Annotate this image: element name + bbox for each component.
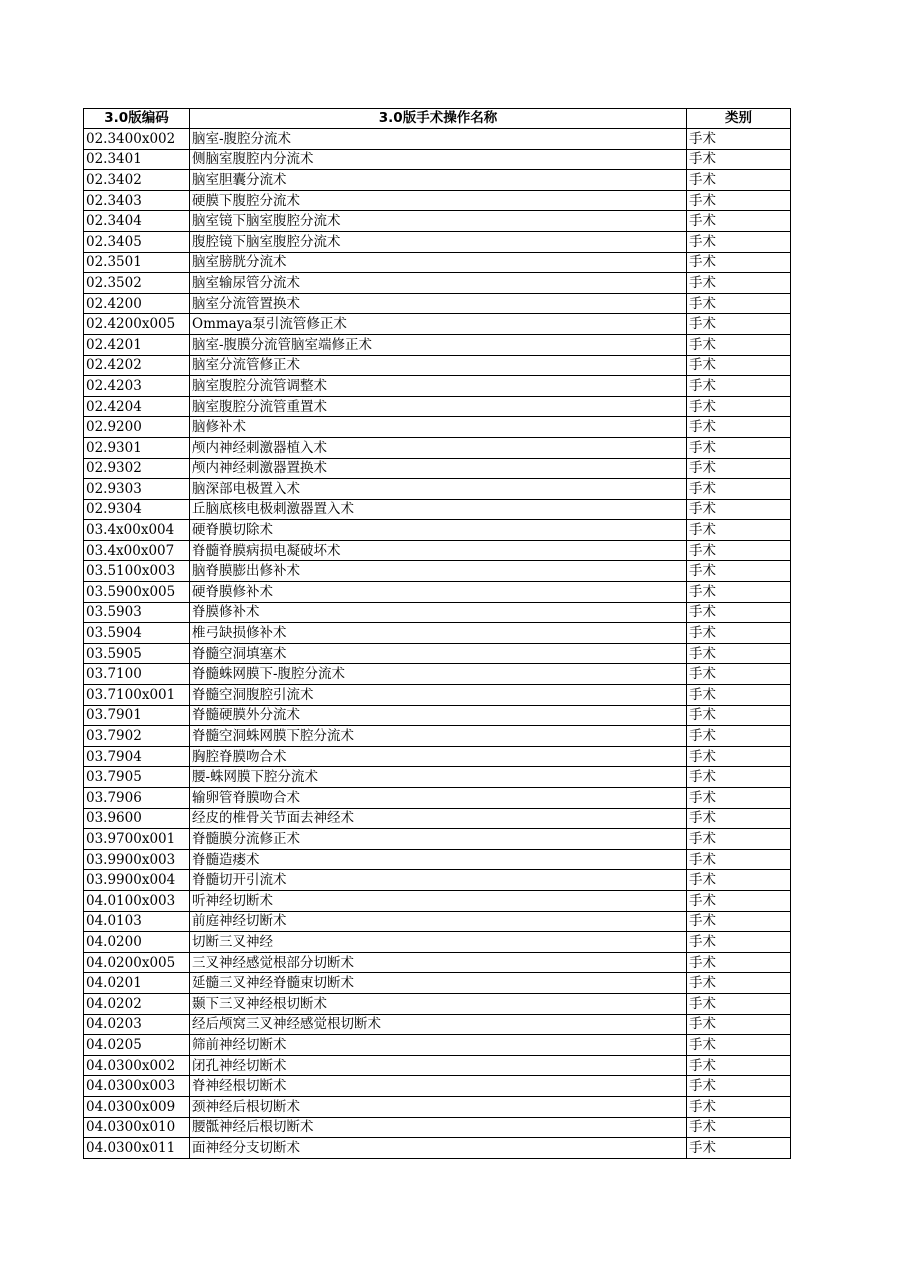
cell-procedure-name: 颅内神经刺激器植入术 (190, 437, 687, 458)
cell-procedure-name: 侧脑室腹腔内分流术 (190, 149, 687, 170)
cell-code: 02.4200x005 (84, 314, 190, 335)
cell-category: 手术 (687, 582, 791, 603)
header-category: 类别 (687, 109, 791, 129)
cell-category: 手术 (687, 1117, 791, 1138)
cell-procedure-name: 颈神经后根切断术 (190, 1096, 687, 1117)
cell-procedure-name: 闭孔神经切断术 (190, 1055, 687, 1076)
cell-code: 03.4x00x007 (84, 540, 190, 561)
table-row (84, 993, 791, 1014)
table-row (84, 129, 791, 150)
cell-procedure-name: 胸腔脊膜吻合术 (190, 746, 687, 767)
table-row (84, 293, 791, 314)
cell-procedure-name: 脑室分流管修正术 (190, 355, 687, 376)
cell-category: 手术 (687, 1035, 791, 1056)
cell-code: 03.7904 (84, 746, 190, 767)
table-row (84, 190, 791, 211)
cell-category: 手术 (687, 314, 791, 335)
cell-code: 03.5900x005 (84, 582, 190, 603)
cell-category: 手术 (687, 376, 791, 397)
cell-code: 04.0205 (84, 1035, 190, 1056)
cell-code: 04.0201 (84, 973, 190, 994)
cell-code: 04.0300x003 (84, 1076, 190, 1097)
cell-procedure-name: 脑脊膜膨出修补术 (190, 561, 687, 582)
table-row (84, 1138, 791, 1159)
cell-category: 手术 (687, 1055, 791, 1076)
cell-code: 04.0200x005 (84, 952, 190, 973)
cell-code: 04.0300x009 (84, 1096, 190, 1117)
table-row (84, 664, 791, 685)
cell-code: 02.3501 (84, 252, 190, 273)
table-row (84, 540, 791, 561)
cell-category: 手术 (687, 952, 791, 973)
cell-code: 02.4202 (84, 355, 190, 376)
cell-code: 02.4203 (84, 376, 190, 397)
cell-code: 02.9303 (84, 479, 190, 500)
table-row (84, 1014, 791, 1035)
cell-code: 03.9900x004 (84, 870, 190, 891)
cell-procedure-name: 听神经切断术 (190, 890, 687, 911)
cell-category: 手术 (687, 561, 791, 582)
cell-code: 04.0202 (84, 993, 190, 1014)
cell-procedure-name: 脑室胆囊分流术 (190, 170, 687, 191)
cell-procedure-name: 脊髓硬膜外分流术 (190, 705, 687, 726)
cell-code: 02.9302 (84, 458, 190, 479)
cell-procedure-name: 前庭神经切断术 (190, 911, 687, 932)
cell-code: 03.7906 (84, 788, 190, 809)
cell-procedure-name: 颞下三叉神经根切断术 (190, 993, 687, 1014)
table-row (84, 252, 791, 273)
cell-category: 手术 (687, 829, 791, 850)
cell-code: 02.4204 (84, 396, 190, 417)
cell-procedure-name: 经皮的椎骨关节面去神经术 (190, 808, 687, 829)
table-row (84, 870, 791, 891)
cell-procedure-name: Ommaya泵引流管修正术 (190, 314, 687, 335)
cell-code: 02.4200 (84, 293, 190, 314)
cell-code: 04.0200 (84, 932, 190, 953)
cell-procedure-name: 脑室腹腔分流管调整术 (190, 376, 687, 397)
cell-procedure-name: 脊髓空洞腹腔引流术 (190, 685, 687, 706)
cell-category: 手术 (687, 746, 791, 767)
cell-category: 手术 (687, 643, 791, 664)
table-row (84, 396, 791, 417)
cell-code: 02.3405 (84, 231, 190, 252)
table-row (84, 623, 791, 644)
cell-code: 03.7905 (84, 767, 190, 788)
table-body (84, 129, 791, 1159)
cell-category: 手术 (687, 437, 791, 458)
cell-category: 手术 (687, 993, 791, 1014)
table-row (84, 499, 791, 520)
cell-category: 手术 (687, 705, 791, 726)
table-row (84, 520, 791, 541)
cell-procedure-name: 脑室腹腔分流管重置术 (190, 396, 687, 417)
table-row (84, 1035, 791, 1056)
cell-category: 手术 (687, 293, 791, 314)
table-row (84, 314, 791, 335)
cell-category: 手术 (687, 726, 791, 747)
cell-code: 03.9900x003 (84, 849, 190, 870)
cell-procedure-name: 筛前神经切断术 (190, 1035, 687, 1056)
cell-category: 手术 (687, 973, 791, 994)
table-row (84, 973, 791, 994)
cell-code: 03.5904 (84, 623, 190, 644)
cell-category: 手术 (687, 231, 791, 252)
cell-category: 手术 (687, 396, 791, 417)
table-row (84, 170, 791, 191)
cell-procedure-name: 脊神经根切断术 (190, 1076, 687, 1097)
cell-category: 手术 (687, 685, 791, 706)
cell-procedure-name: 硬脊膜切除术 (190, 520, 687, 541)
cell-code: 04.0100x003 (84, 890, 190, 911)
cell-procedure-name: 腰-蛛网膜下腔分流术 (190, 767, 687, 788)
cell-category: 手术 (687, 355, 791, 376)
cell-procedure-name: 脑室输尿管分流术 (190, 273, 687, 294)
table-row (84, 417, 791, 438)
cell-procedure-name: 硬脊膜修补术 (190, 582, 687, 603)
table-row (84, 561, 791, 582)
cell-code: 02.3400x002 (84, 129, 190, 150)
cell-category: 手术 (687, 623, 791, 644)
cell-category: 手术 (687, 1096, 791, 1117)
table-row (84, 355, 791, 376)
cell-procedure-name: 脑室膀胱分流术 (190, 252, 687, 273)
table-row (84, 437, 791, 458)
table-row (84, 746, 791, 767)
table-row (84, 705, 791, 726)
cell-procedure-name: 颅内神经刺激器置换术 (190, 458, 687, 479)
cell-category: 手术 (687, 1138, 791, 1159)
cell-code: 04.0203 (84, 1014, 190, 1035)
table-row (84, 273, 791, 294)
cell-code: 03.9600 (84, 808, 190, 829)
table-row (84, 849, 791, 870)
cell-procedure-name: 面神经分支切断术 (190, 1138, 687, 1159)
cell-code: 02.9304 (84, 499, 190, 520)
cell-code: 04.0300x011 (84, 1138, 190, 1159)
cell-code: 03.4x00x004 (84, 520, 190, 541)
cell-code: 04.0103 (84, 911, 190, 932)
cell-procedure-name: 脊髓空洞蛛网膜下腔分流术 (190, 726, 687, 747)
cell-procedure-name: 脑室-腹膜分流管脑室端修正术 (190, 334, 687, 355)
cell-code: 02.4201 (84, 334, 190, 355)
cell-category: 手术 (687, 252, 791, 273)
table-row (84, 602, 791, 623)
cell-category: 手术 (687, 767, 791, 788)
cell-procedure-name: 脊髓切开引流术 (190, 870, 687, 891)
table-row (84, 1096, 791, 1117)
table-row (84, 643, 791, 664)
cell-procedure-name: 脑室镜下脑室腹腔分流术 (190, 211, 687, 232)
cell-procedure-name: 腰骶神经后根切断术 (190, 1117, 687, 1138)
cell-category: 手术 (687, 788, 791, 809)
cell-code: 02.3502 (84, 273, 190, 294)
cell-category: 手术 (687, 129, 791, 150)
cell-code: 03.5903 (84, 602, 190, 623)
cell-procedure-name: 切断三叉神经 (190, 932, 687, 953)
table-row (84, 149, 791, 170)
header-row (84, 109, 791, 129)
cell-code: 04.0300x010 (84, 1117, 190, 1138)
cell-procedure-name: 丘脑底核电极刺激器置入术 (190, 499, 687, 520)
cell-code: 02.3404 (84, 211, 190, 232)
cell-category: 手术 (687, 211, 791, 232)
cell-category: 手术 (687, 849, 791, 870)
cell-code: 02.3402 (84, 170, 190, 191)
cell-category: 手术 (687, 911, 791, 932)
cell-procedure-name: 延髓三叉神经脊髓束切断术 (190, 973, 687, 994)
cell-category: 手术 (687, 890, 791, 911)
cell-code: 03.7901 (84, 705, 190, 726)
cell-category: 手术 (687, 540, 791, 561)
cell-category: 手术 (687, 808, 791, 829)
cell-procedure-name: 脑深部电极置入术 (190, 479, 687, 500)
cell-procedure-name: 脑室分流管置换术 (190, 293, 687, 314)
cell-category: 手术 (687, 170, 791, 191)
cell-code: 03.5100x003 (84, 561, 190, 582)
cell-procedure-name: 脑修补术 (190, 417, 687, 438)
table-row (84, 808, 791, 829)
cell-code: 03.9700x001 (84, 829, 190, 850)
table-row (84, 1055, 791, 1076)
cell-procedure-name: 脊髓空洞填塞术 (190, 643, 687, 664)
table-row (84, 726, 791, 747)
cell-procedure-name: 三叉神经感觉根部分切断术 (190, 952, 687, 973)
table-row (84, 788, 791, 809)
cell-procedure-name: 输卵管脊膜吻合术 (190, 788, 687, 809)
cell-procedure-name: 硬膜下腹腔分流术 (190, 190, 687, 211)
cell-category: 手术 (687, 417, 791, 438)
cell-procedure-name: 脑室-腹腔分流术 (190, 129, 687, 150)
header-procedure-name: 3.0版手术操作名称 (190, 109, 687, 129)
header-code: 3.0版编码 (84, 109, 190, 129)
cell-category: 手术 (687, 149, 791, 170)
cell-category: 手术 (687, 664, 791, 685)
cell-code: 02.9301 (84, 437, 190, 458)
table-row (84, 458, 791, 479)
cell-category: 手术 (687, 1014, 791, 1035)
cell-category: 手术 (687, 602, 791, 623)
table-row (84, 376, 791, 397)
table-row (84, 932, 791, 953)
table-row (84, 1076, 791, 1097)
table-row (84, 231, 791, 252)
table-row (84, 479, 791, 500)
cell-procedure-name: 脊髓造瘘术 (190, 849, 687, 870)
cell-category: 手术 (687, 458, 791, 479)
cell-category: 手术 (687, 479, 791, 500)
cell-code: 03.7902 (84, 726, 190, 747)
table-row (84, 685, 791, 706)
cell-category: 手术 (687, 273, 791, 294)
table-row (84, 829, 791, 850)
cell-code: 02.3401 (84, 149, 190, 170)
cell-procedure-name: 脊髓蛛网膜下-腹腔分流术 (190, 664, 687, 685)
table-row (84, 911, 791, 932)
cell-category: 手术 (687, 520, 791, 541)
cell-procedure-name: 脊膜修补术 (190, 602, 687, 623)
cell-procedure-name: 腹腔镜下脑室腹腔分流术 (190, 231, 687, 252)
cell-procedure-name: 脊髓膜分流修正术 (190, 829, 687, 850)
cell-procedure-name: 椎弓缺损修补术 (190, 623, 687, 644)
table-row (84, 211, 791, 232)
cell-category: 手术 (687, 870, 791, 891)
cell-code: 02.3403 (84, 190, 190, 211)
cell-category: 手术 (687, 1076, 791, 1097)
cell-code: 03.7100x001 (84, 685, 190, 706)
cell-category: 手术 (687, 190, 791, 211)
cell-category: 手术 (687, 334, 791, 355)
table-row (84, 334, 791, 355)
table-row (84, 582, 791, 603)
procedure-table (83, 108, 791, 1159)
cell-procedure-name: 经后颅窝三叉神经感觉根切断术 (190, 1014, 687, 1035)
table-row (84, 1117, 791, 1138)
cell-code: 02.9200 (84, 417, 190, 438)
cell-category: 手术 (687, 499, 791, 520)
table-row (84, 767, 791, 788)
cell-code: 04.0300x002 (84, 1055, 190, 1076)
cell-code: 03.5905 (84, 643, 190, 664)
cell-code: 03.7100 (84, 664, 190, 685)
cell-procedure-name: 脊髓脊膜病损电凝破坏术 (190, 540, 687, 561)
table-row (84, 890, 791, 911)
table-row (84, 952, 791, 973)
cell-category: 手术 (687, 932, 791, 953)
